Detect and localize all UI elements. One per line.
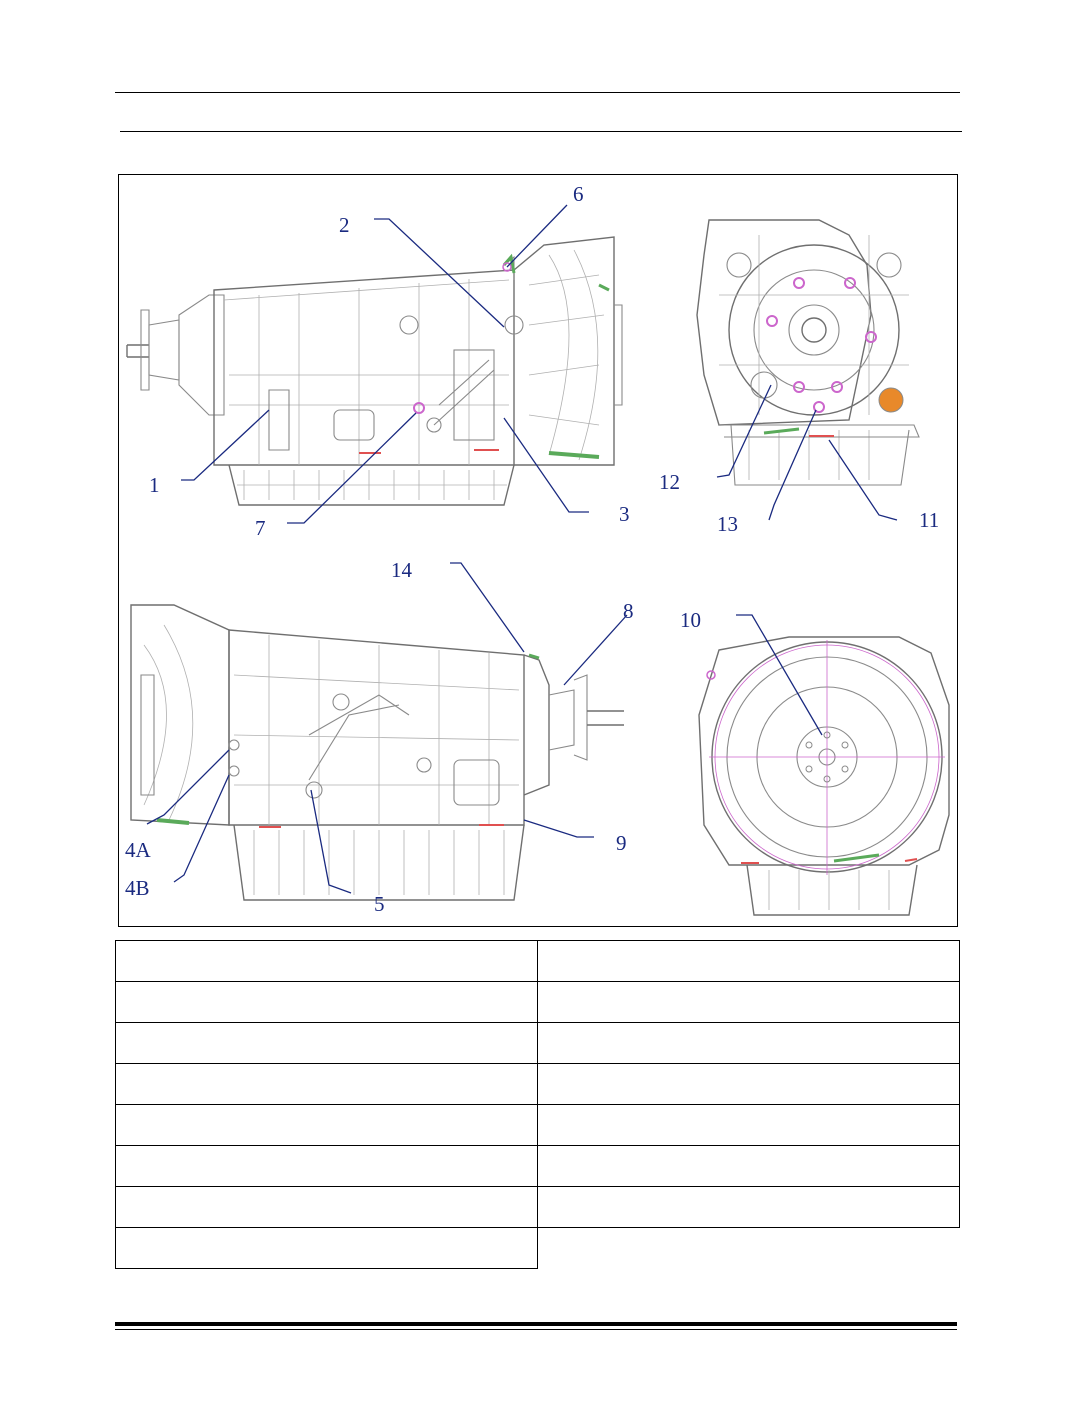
leader-10: [736, 615, 822, 735]
table-cell: [116, 1228, 538, 1269]
callout-1: 1: [149, 473, 160, 497]
table-cell: [538, 1146, 960, 1187]
table-row: [116, 941, 960, 982]
callout-labels: [125, 182, 939, 916]
table-cell: [116, 1146, 538, 1187]
callout-11: 11: [919, 508, 940, 532]
callout-4b: 4B: [125, 876, 150, 900]
leader-7: [287, 413, 416, 523]
table-cell: [116, 941, 538, 982]
callout-7: 7: [255, 516, 266, 540]
table-cell: [538, 941, 960, 982]
legend-table: [115, 940, 960, 1269]
callout-5: 5: [374, 892, 385, 916]
table-cell: [116, 982, 538, 1023]
footer-rule-thick: [115, 1322, 957, 1326]
table-cell: [116, 1023, 538, 1064]
header-rule-bottom: [120, 131, 962, 132]
callout-10: 10: [680, 608, 701, 632]
table-cell-blank: [538, 1228, 960, 1269]
table-row: [116, 982, 960, 1023]
callout-4a: 4A: [125, 838, 151, 862]
callout-8: 8: [623, 599, 634, 623]
leader-9: [524, 820, 594, 837]
table-cell: [538, 1064, 960, 1105]
table-cell: [538, 1187, 960, 1228]
transmission-views: [119, 175, 957, 926]
table-row: [116, 1187, 960, 1228]
transmission-figure: [118, 174, 958, 927]
leader-14: [450, 563, 524, 652]
leader-2: [374, 219, 504, 327]
leader-12: [717, 385, 771, 477]
callout-2: 2: [339, 213, 350, 237]
side-view-right: [131, 605, 624, 900]
callout-13: 13: [717, 512, 738, 536]
callout-6: 6: [573, 182, 584, 206]
callout-3: 3: [619, 502, 630, 526]
callout-9: 9: [616, 831, 627, 855]
front-view: [699, 637, 949, 915]
table-cell: [116, 1105, 538, 1146]
callout-leaders: [147, 205, 897, 893]
table-row: [116, 1023, 960, 1064]
callout-14: 14: [391, 558, 412, 582]
table-row: [116, 1105, 960, 1146]
callout-12: 12: [659, 470, 680, 494]
side-view-left: [127, 237, 622, 505]
leader-4a: [147, 750, 229, 824]
table-row: [116, 1064, 960, 1105]
leader-6: [507, 205, 567, 267]
table-cell: [538, 1023, 960, 1064]
footer-rule-thin: [115, 1329, 957, 1330]
leader-4b: [174, 775, 229, 882]
table-cell: [116, 1187, 538, 1228]
rear-view: [697, 220, 919, 485]
leader-8: [564, 615, 627, 685]
header-rule-top: [115, 92, 960, 93]
table-cell: [538, 1105, 960, 1146]
table-cell: [538, 982, 960, 1023]
table-row: [116, 1146, 960, 1187]
leader-5: [311, 790, 351, 893]
table-row: [116, 1228, 960, 1269]
table-cell: [116, 1064, 538, 1105]
leader-1: [181, 410, 269, 480]
